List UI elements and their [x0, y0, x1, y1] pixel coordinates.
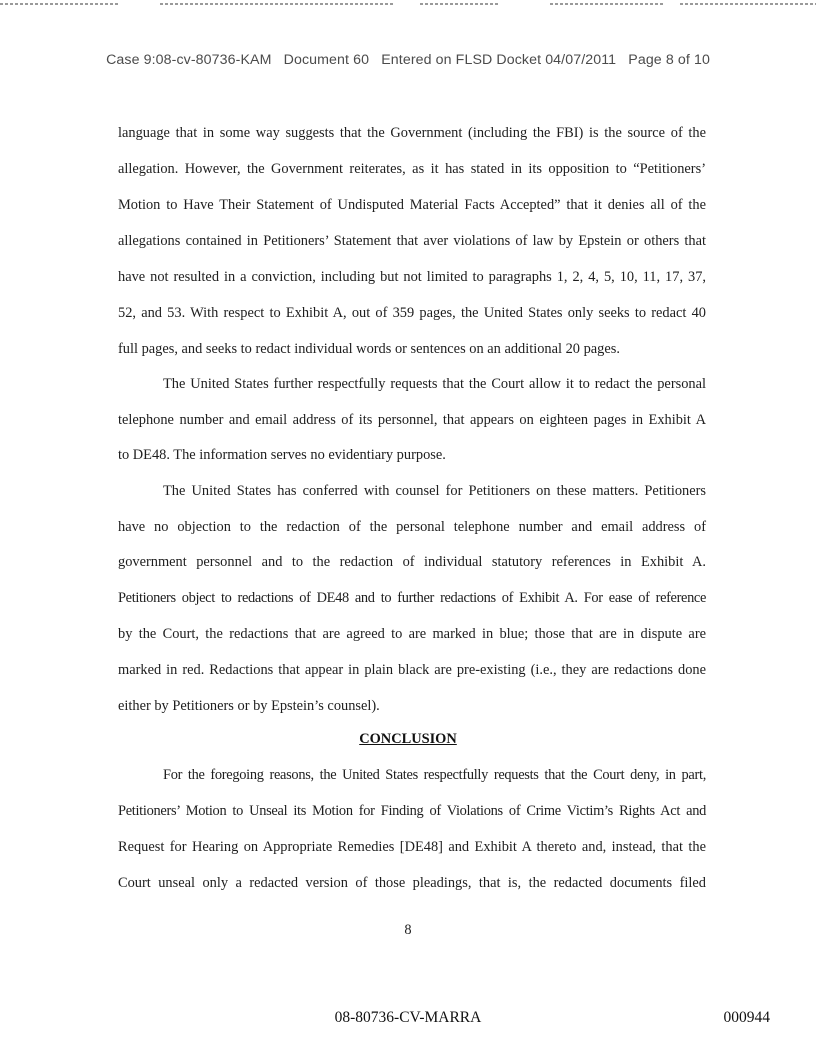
case-reference: 08-80736-CV-MARRA: [334, 1009, 482, 1026]
text-line: telephone number and email address of its personnel, that appears on eighteen pages in Exhibit A: [118, 412, 706, 428]
text-line: allegations contained in Petitioners’ Statement that aver violations of law by Epstein or others that: [118, 233, 706, 249]
text-line: marked in red. Redactions that appear in plain black are pre-existing (i.e., they are redactions done: [118, 662, 706, 678]
text-line: government personnel and to the redaction of individual statutory references in Exhibit A.: [118, 554, 706, 570]
text-line: have not resulted in a conviction, including but not limited to paragraphs 1, 2, 4, 5, 10, 11, 17, 37,: [118, 269, 706, 285]
text-line: The United States has conferred with counsel for Petitioners on these matters. Petitioners: [163, 483, 706, 499]
text-line: by the Court, the redactions that are agreed to are marked in blue; those that are in dispute are: [118, 626, 706, 642]
text-line: to DE48. The information serves no evidentiary purpose.: [118, 447, 446, 463]
bates-number: 000944: [723, 1009, 770, 1026]
text-line: have no objection to the redaction of the personal telephone number and email address of: [118, 519, 706, 535]
court-filing-header: Case 9:08-cv-80736-KAM Document 60 Entered on FLSD Docket 04/07/2011 Page 8 of 10: [106, 52, 710, 68]
text-line: full pages, and seeks to redact individual words or sentences on an additional 20 pages.: [118, 341, 620, 357]
text-line: Request for Hearing on Appropriate Remedies [DE48] and Exhibit A thereto and, instead, that the: [118, 839, 706, 855]
text-line: 52, and 53. With respect to Exhibit A, out of 359 pages, the United States only seeks to redact 40: [118, 305, 706, 321]
text-line: Petitioners object to redactions of DE48 and to further redactions of Exhibit A. For ease of reference: [118, 590, 706, 606]
text-line: allegation. However, the Government reiterates, as it has stated in its opposition to “Petitioners’: [118, 161, 706, 177]
text-line: The United States further respectfully requests that the Court allow it to redact the personal: [163, 376, 706, 392]
page-number: 8: [404, 922, 412, 938]
conclusion-heading: CONCLUSION: [359, 731, 457, 747]
text-line: For the foregoing reasons, the United States respectfully requests that the Court deny, in part,: [163, 767, 706, 783]
scan-edge-marks: [0, 0, 816, 14]
text-line: Motion to Have Their Statement of Undisputed Material Facts Accepted” that it denies all of the: [118, 197, 706, 213]
text-line: Petitioners’ Motion to Unseal its Motion for Finding of Violations of Crime Victim’s Rights Act and: [118, 803, 706, 819]
text-line: Court unseal only a redacted version of those pleadings, that is, the redacted documents filed: [118, 875, 706, 891]
text-line: either by Petitioners or by Epstein’s counsel).: [118, 698, 380, 714]
text-line: language that in some way suggests that the Government (including the FBI) is the source of the: [118, 125, 706, 141]
